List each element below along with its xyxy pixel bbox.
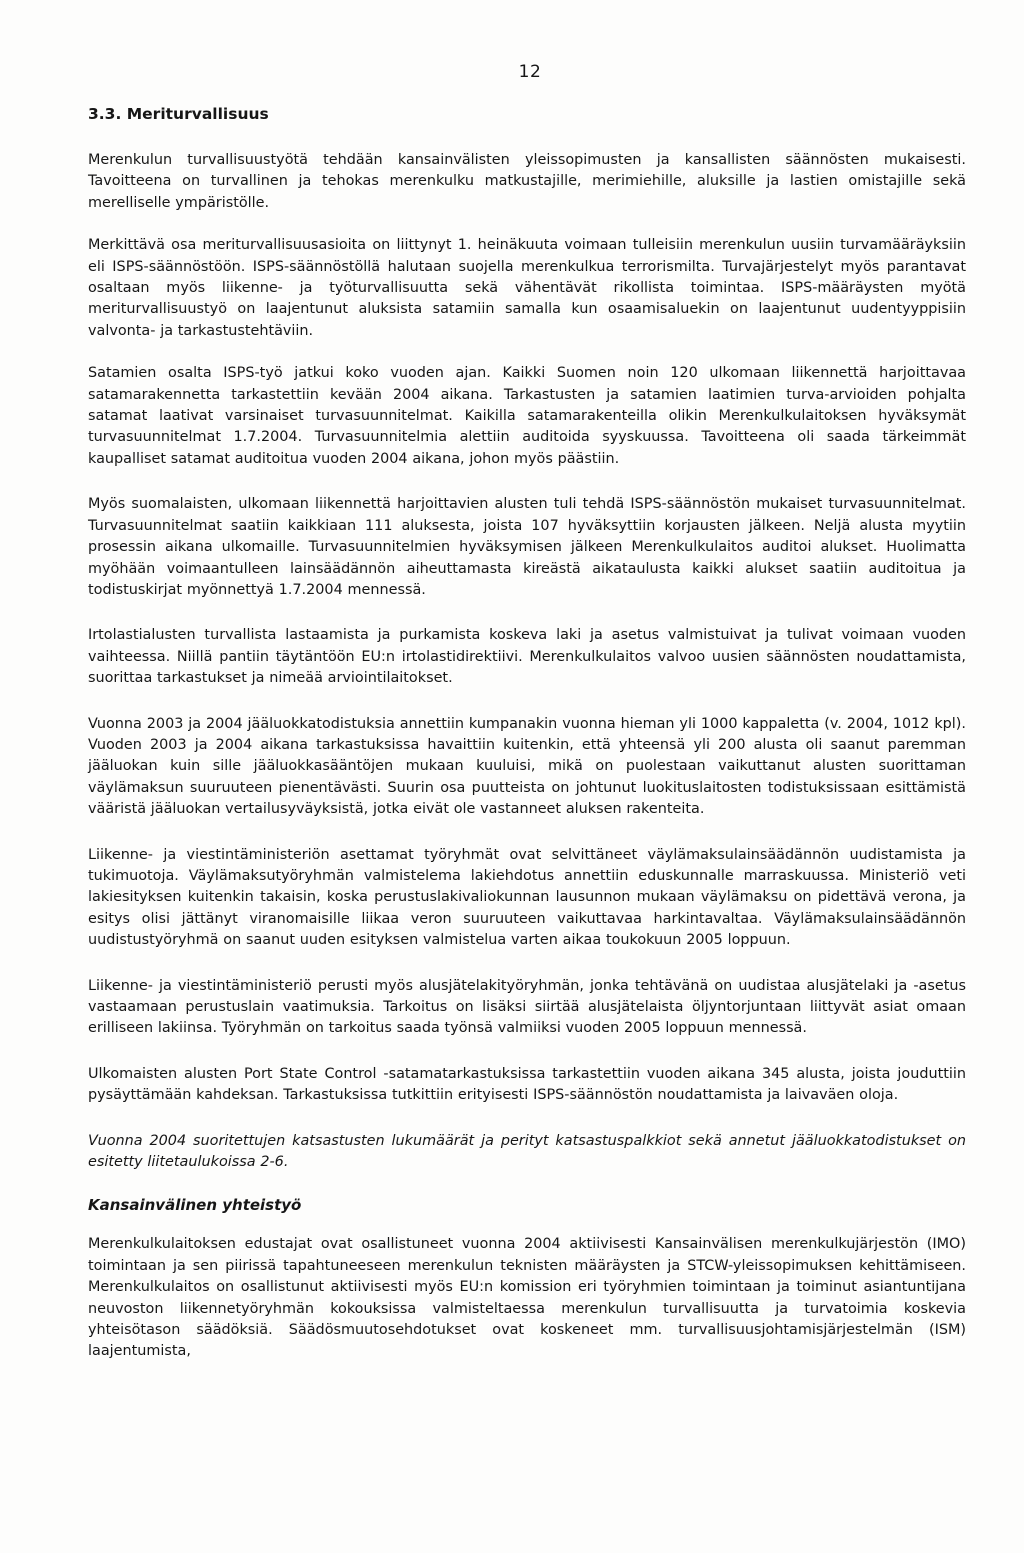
paragraph-7: Liikenne- ja viestintäministeriön asettamat työryhmät ovat selvittäneet väylämaksulainsäädännön uudistamista ja tukimuotoja. Väylämaksutyöryhmän valmistelema lakiehdotus annettiin eduskunnalle marraskuussa. Ministeriö veti lakiesityksen kuitenkin takaisin, koska perustuslakivaliokunnan lausunnon mukaan väylämaksu on pidettävä verona, ja esitys olisi jättänyt viranomaisille liikaa veron suuruuteen vaikuttavaa harkintavaltaa. Väylämaksulainsäädännön uudistustyöryhmä on saanut uuden esityksen valmistelua varten aikaa toukokuun 2005 loppuun. <box>88 846 966 949</box>
section-heading: 3.3. Meriturvallisuus <box>88 105 269 123</box>
italic-note: Vuonna 2004 suoritettujen katsastusten lukumäärät ja perityt katsastuspalkkiot sekä annetut jääluokkatodistukset on esitetty liitetaulukoissa 2-6. <box>88 1132 966 1171</box>
paragraph-6: Vuonna 2003 ja 2004 jääluokkatodistuksia annettiin kumpanakin vuonna hieman yli 1000 kappaletta (v. 2004, 1012 kpl). Vuoden 2003 ja 2004 aikana tarkastuksissa havaittiin kuitenkin, että yhteensä yli 200 alusta oli saanut paremman jääluokan kuin sille jääluokkasääntöjen mukaan kuuluisi, mikä on puolestaan vaikuttanut alusten suorittaman väylämaksun suuruuteen pienentävästi. Suurin osa puutteista on johtunut luokituslaitosten todistuksissaan esittämistä vääristä jääluokan vertailusyväyksistä, jotka eivät ole vastanneet aluksen rakenteita. <box>88 715 966 818</box>
paragraph-5: Irtolastialusten turvallista lastaamista ja purkamista koskeva laki ja asetus valmistuivat ja tulivat voimaan vuoden vaihteessa. Niillä pantiin täytäntöön EU:n irtolastidirektiivi. Merenkulkulaitos valvoo uusien säännösten noudattamista, suorittaa tarkastukset ja nimeää arviointilaitokset. <box>88 627 966 687</box>
subsection-paragraph: Merenkulkulaitoksen edustajat ovat osallistuneet vuonna 2004 aktiivisesti Kansainvälisen merenkulkujärjestön (IMO) toimintaan ja sen piirissä tapahtuneeseen merenkulun teknisten määräysten ja STCW-yleissopimuksen kehittämiseen. Merenkulkulaitos on osallistunut aktiivisesti myös EU:n komission eri työryhmien toimintaan ja toiminut asiantuntijana neuvoston liikennetyöryhmän kokouksissa valmisteltaessa merenkulun turvallisuutta ja turvatoimia koskevia yhteisötason säädöksiä. Säädösmuutosehdotukset ovat koskeneet mm. turvallisuusjohtamisjärjestelmän (ISM) laajentumista, <box>88 1236 966 1360</box>
paragraph-3: Satamien osalta ISPS-työ jatkui koko vuoden ajan. Kaikki Suomen noin 120 ulkomaan liikennettä harjoittavaa satamarakennetta tarkastettiin kevään 2004 aikana. Tarkastusten ja satamien laatimien turva-arvioiden pohjalta satamat laativat varsinaiset turvasuunnitelmat. Kaikilla satamarakenteilla olikin Merenkulkulaitoksen hyväksymät turvasuunnitelmat 1.7.2004. Turvasuunnitelmia alettiin auditoida syyskuussa. Tavoitteena oli saada tärkeimmät kaupalliset satamat auditoitua vuoden 2004 aikana, johon myös päästiin. <box>88 365 966 467</box>
paragraph-1: Merenkulun turvallisuustyötä tehdään kansainvälisten yleissopimusten ja kansallisten säännösten mukaisesti. Tavoitteena on turvallinen ja tehokas merenkulku matkustajille, merimiehille, aluksille ja lastien omistajille sekä merelliselle ympäristölle. <box>88 152 966 211</box>
subsection-heading: Kansainvälinen yhteistyö <box>88 1196 302 1215</box>
paragraph-8: Liikenne- ja viestintäministeriö perusti myös alusjätelakityöryhmän, jonka tehtävänä on uudistaa alusjätelaki ja -asetus vastaamaan perustuslain vaatimuksia. Tarkoitus on lisäksi siirtää alusjätelaista öljyntorjuntaan liittyvät asiat omaan erilliseen lakiinsa. Työryhmän on tarkoitus saada työnsä valmiiksi vuoden 2005 loppuun mennessä. <box>88 977 966 1037</box>
paragraph-4: Myös suomalaisten, ulkomaan liikennettä harjoittavien alusten tuli tehdä ISPS-säännöstön mukaiset turvasuunnitelmat. Turvasuunnitelmat saatiin kaikkiaan 111 aluksesta, joista 107 hyväksyttiin korjausten jälkeen. Neljä alusta myytiin prosessin aikana ulkomaille. Turvasuunnitelmien hyväksymisen jälkeen Merenkulkulaitos auditoi alukset. Huolimatta myöhään voimaantulleen lainsäädännön aiheuttamasta kireästä aikataulusta kaikki alukset saatiin auditoitua ja todistuskirjat myönnettyä 1.7.2004 mennessä. <box>88 496 966 598</box>
page-number: 12 <box>518 62 542 82</box>
page-content <box>88 103 966 1384</box>
paragraph-9: Ulkomaisten alusten Port State Control -satamatarkastuksissa tarkastettiin vuoden aikana 345 alusta, joista jouduttiin pysäyttämään kahdeksan. Tarkastuksissa tutkittiin erityisesti ISPS-säännöstön noudattamista ja laivaväen oloja. <box>88 1065 966 1104</box>
paragraph-2: Merkittävä osa meriturvallisuusasioita on liittynyt 1. heinäkuuta voimaan tulleisiin merenkulun uusiin turvamääräyksiin eli ISPS-säännöstöön. ISPS-säännöstöllä halutaan suojella merenkulkua terrorismilta. Turvajärjestelyt myös parantavat osaltaan myös liikenne- ja työturvallisuutta sekä vähentävät rikollista toimintaa. ISPS-määräysten myötä meriturvallisuustyö on laajentunut aluksista satamiin samalla kun osaamisaluekin on laajentunut uudentyyppisiin valvonta- ja tarkastustehtäviin. <box>88 237 966 339</box>
